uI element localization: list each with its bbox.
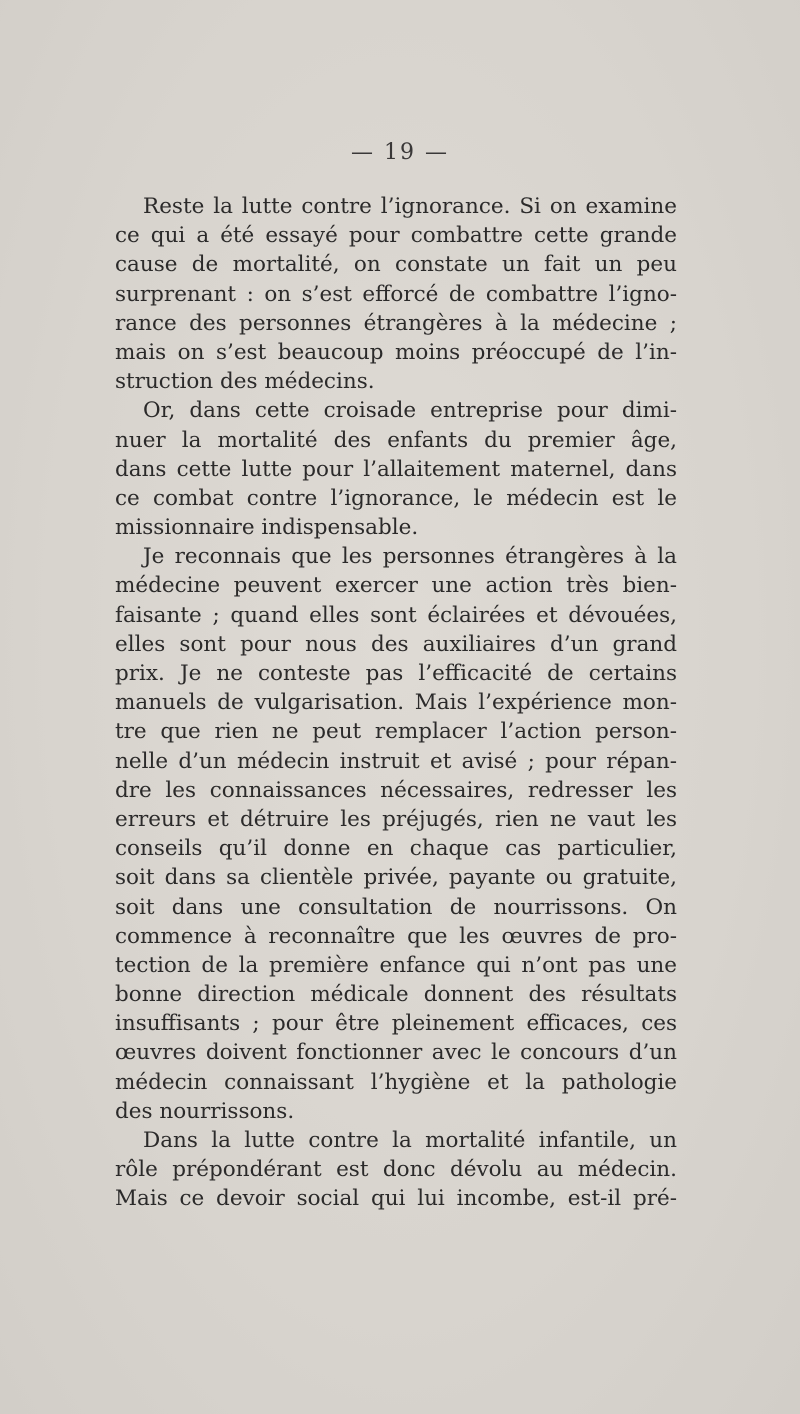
text-line: œuvres doivent fonctionner avec le concours d’un [115,1040,677,1066]
text-line: soit dans sa clientèle privée, payante ou gratuite, [115,865,677,891]
page-number: — 19 — [351,140,449,165]
text-line: dans cette lutte pour l’allaitement maternel, dans [115,456,677,482]
text-line: surprenant : on s’est efforcé de combattre l’igno- [115,281,677,307]
text-line: erreurs et détruire les préjugés, rien ne vaut les [115,806,677,832]
text-line: rôle prépondérant est donc dévolu au médecin. [115,1157,677,1183]
text-line: elles sont pour nous des auxiliaires d’un grand [115,631,677,657]
text-line: Reste la lutte contre l’ignorance. Si on examine [143,194,677,219]
text-line: tection de la première enfance qui n’ont pas une [115,952,677,978]
text-line: ce qui a été essayé pour combattre cette grande [115,223,677,249]
body-text [115,192,677,1214]
text-line: des nourrissons. [115,1098,295,1124]
text-line: mais on s’est beaucoup moins préoccupé de l’in- [115,339,677,365]
text-line: tre que rien ne peut remplacer l’action person- [115,719,677,745]
text-line: Or, dans cette croisade entreprise pour dimi- [143,398,677,424]
text-line: insuffisants ; pour être pleinement efficaces, ces [115,1011,677,1037]
text-line: soit dans une consultation de nourrissons. On [115,894,677,920]
text-line: Dans la lutte contre la mortalité infantile, un [143,1128,677,1153]
text-line: commence à reconnaître que les œuvres de pro- [115,923,677,949]
text-line: conseils qu’il donne en chaque cas particulier, [115,836,677,862]
text-line: nuer la mortalité des enfants du premier âge, [115,427,677,453]
text-line: bonne direction médicale donnent des résultats [115,982,677,1008]
text-line: missionnaire indispensable. [115,515,419,541]
text-line: dre les connaissances nécessaires, redresser les [115,777,677,803]
text-line: ce combat contre l’ignorance, le médecin est le [115,485,677,511]
text-line: faisante ; quand elles sont éclairées et dévouées, [115,602,677,628]
text-line: médecine peuvent exercer une action très bien- [115,573,677,599]
text-line: rance des personnes étrangères à la médecine ; [115,310,677,336]
text-line: nelle d’un médecin instruit et avisé ; pour répan- [115,748,677,774]
text-line: cause de mortalité, on constate un fait un peu [115,252,677,278]
text-line: Mais ce devoir social qui lui incombe, est-il pré- [115,1186,677,1212]
text-line: prix. Je ne conteste pas l’efficacité de certains [115,661,677,686]
text-line: médecin connaissant l’hygiène et la pathologie [115,1069,677,1095]
text-line: manuels de vulgarisation. Mais l’expérience mon- [115,690,677,716]
text-line: struction des médecins. [115,369,375,395]
text-line: Je reconnais que les personnes étrangères à la [143,544,677,570]
